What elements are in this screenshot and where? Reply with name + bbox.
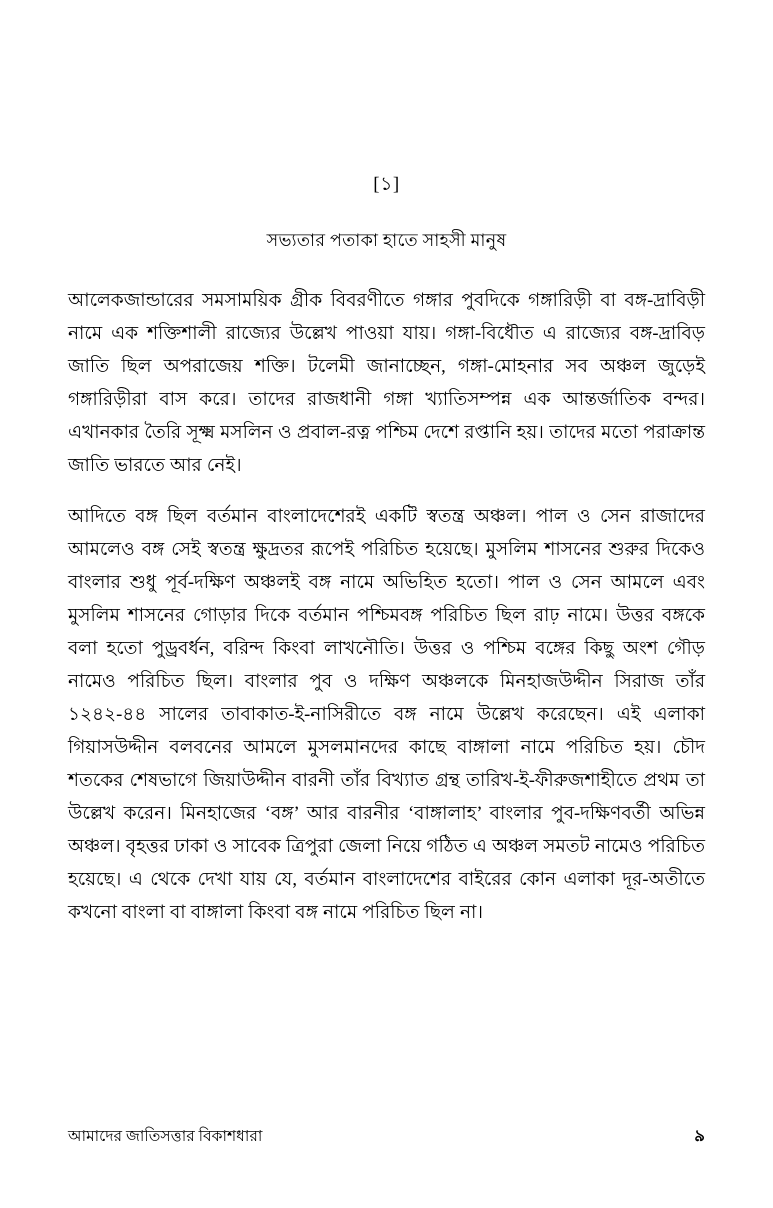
body-paragraph: আলেকজান্ডারের সমসাময়িক গ্রীক বিবরণীতে গঙ্গার পুবদিকে গঙ্গারিড়ী বা বঙ্গ-দ্রাবিড়ী নামে এক শক্তিশালী রাজ্যের উল্লেখ পাওয়া যায়। গঙ্গা-বিধৌত এ রাজ্যের বঙ্গ-দ্রাবিড় জাতি ছিল অপরাজেয় শক্তি। টলেমী জানাচ্ছেন, গঙ্গা-মোহনার সব অঞ্চল জুড়েই গঙ্গারিড়ীরা বাস করে। তাদের রাজধানী গঙ্গা খ্যাতিসম্পন্ন এক আন্তর্জাতিক বন্দর। এখানকার তৈরি সূক্ষ্ম মসলিন ও প্রবাল-রত্ন পশ্চিম দেশে রপ্তানি হয়। তাদের মতো পরাক্রান্ত জাতি ভারতে আর নেই। bbox=[68, 291, 705, 476]
chapter-title: সভ্যতার পতাকা হাতে সাহসী মানুষ bbox=[266, 230, 507, 250]
page-footer bbox=[68, 1123, 705, 1150]
footer-running-title: আমাদের জাতিসত্তার বিকাশধারা bbox=[68, 1128, 263, 1145]
footer-page-number: ৯ bbox=[694, 1126, 705, 1145]
chapter-number: [১] bbox=[373, 174, 400, 195]
body-paragraph: আদিতে বঙ্গ ছিল বর্তমান বাংলাদেশেরই একটি স্বতন্ত্র অঞ্চল। পাল ও সেন রাজাদের আমলেও বঙ্গ সেই স্বতন্ত্র ক্ষুদ্রতর রূপেই পরিচিত হয়েছে। মুসলিম শাসনের শুরুর দিকেও বাংলার শুধু পূর্ব-দক্ষিণ অঞ্চলই বঙ্গ নামে অভিহিত হতো। পাল ও সেন আমলে এবং মুসলিম শাসনের গোড়ার দিকে বর্তমান পশ্চিমবঙ্গ পরিচিত ছিল রাঢ় নামে। উত্তর বঙ্গকে বলা হতো পুড্রবর্ধন, বরিন্দ কিংবা লাখনৌতি। উত্তর ও পশ্চিম বঙ্গের কিছু অংশ গৌড় নামেও পরিচিত ছিল। বাংলার পুব ও দক্ষিণ অঞ্চলকে মিনহাজউদ্দীন সিরাজ তাঁর ১২৪২-৪৪ সালের তাবাকাত-ই-নাসিরীতে বঙ্গ নামে উল্লেখ করেছেন। এই এলাকা গিয়াসউদ্দীন বলবনের আমলে মুসলমানদের কাছে বাঙ্গালা নামে পরিচিত হয়। চৌদ শতকের শেষভাগে জিয়াউদ্দীন বারনী তাঁর বিখ্যাত গ্রন্থ তারিখ-ই-ফীরুজশাহীতে প্রথম তা উল্লেখ করেন। মিনহাজের ‘বঙ্গ’ আর বারনীর ‘বাঙ্গালাহ’ বাংলার পুব-দক্ষিণবর্তী অভিন্ন অঞ্চল। বৃহত্তর ঢাকা ও সাবেক ত্রিপুরা জেলা নিয়ে গঠিত এ অঞ্চল সমতট নামেও পরিচিত হয়েছে। এ থেকে দেখা যায় যে, বর্তমান বাংলাদেশের বাইরের কোন এলাকা দূর-অতীতে কখনো বাংলা বা বাঙ্গালা কিংবা বঙ্গ নামে পরিচিত ছিল না। bbox=[68, 507, 705, 923]
page-content bbox=[68, 170, 705, 930]
